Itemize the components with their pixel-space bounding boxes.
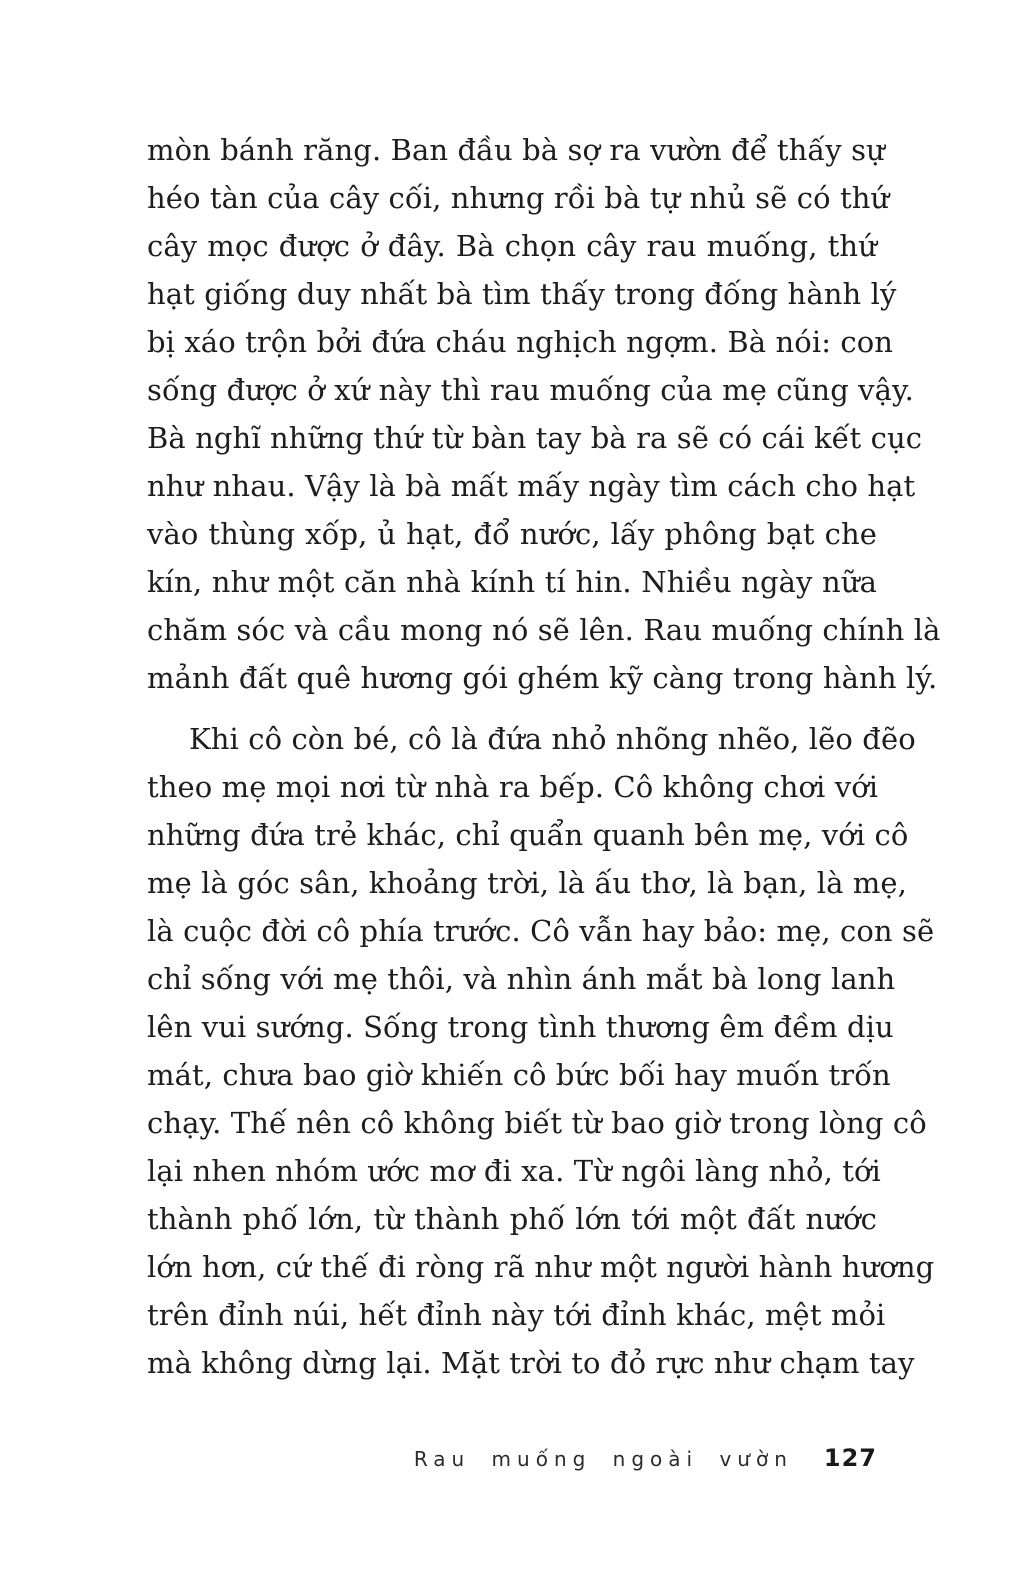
text-line: mảnh đất quê hương gói ghém kỹ càng trong hành lý. (147, 661, 938, 695)
page-footer (147, 1444, 877, 1472)
text-line: Bà nghĩ những thứ từ bàn tay bà ra sẽ có cái kết cục (147, 421, 923, 455)
text-line: như nhau. Vậy là bà mất mấy ngày tìm cách cho hạt (147, 469, 916, 503)
text-line: héo tàn của cây cối, nhưng rồi bà tự nhủ sẽ có thứ (147, 181, 890, 215)
text-line: cây mọc được ở đây. Bà chọn cây rau muống, thứ (147, 229, 877, 263)
text-line: mà không dừng lại. Mặt trời to đỏ rực như chạm tay (147, 1346, 915, 1380)
text-line: bị xáo trộn bởi đứa cháu nghịch ngợm. Bà nói: con (147, 325, 894, 359)
text-line: lên vui sướng. Sống trong tình thương êm đềm dịu (147, 1010, 894, 1044)
text-line: chăm sóc và cầu mong nó sẽ lên. Rau muống chính là (147, 613, 941, 647)
text-line: mát, chưa bao giờ khiến cô bức bối hay muốn trốn (147, 1058, 891, 1092)
text-line: lại nhen nhóm ước mơ đi xa. Từ ngôi làng nhỏ, tới (147, 1154, 881, 1188)
running-title: Rau muống ngoài vườn (413, 1447, 793, 1471)
text-line: mòn bánh răng. Ban đầu bà sợ ra vườn để thấy sự (147, 133, 885, 167)
text-line: những đứa trẻ khác, chỉ quẩn quanh bên mẹ, với cô (147, 818, 909, 852)
text-line: sống được ở xứ này thì rau muống của mẹ cũng vậy. (147, 373, 914, 407)
paragraph (147, 715, 935, 1387)
text-line: là cuộc đời cô phía trước. Cô vẫn hay bảo: mẹ, con sẽ (147, 914, 935, 948)
text-line: chỉ sống với mẹ thôi, và nhìn ánh mắt bà long lanh (147, 962, 896, 996)
text-line: Khi cô còn bé, cô là đứa nhỏ nhõng nhẽo, lẽo đẽo (189, 722, 916, 756)
paragraph (147, 126, 941, 702)
text-line: chạy. Thế nên cô không biết từ bao giờ trong lòng cô (147, 1106, 927, 1140)
text-line: vào thùng xốp, ủ hạt, đổ nước, lấy phông bạt che (147, 517, 877, 551)
text-line: theo mẹ mọi nơi từ nhà ra bếp. Cô không chơi với (147, 770, 879, 804)
text-block (147, 126, 941, 1387)
text-line: trên đỉnh núi, hết đỉnh này tới đỉnh khác, mệt mỏi (147, 1298, 886, 1332)
text-line: hạt giống duy nhất bà tìm thấy trong đống hành lý (147, 277, 897, 311)
text-line: mẹ là góc sân, khoảng trời, là ấu thơ, là bạn, là mẹ, (147, 866, 907, 900)
page-number: 127 (823, 1444, 877, 1472)
text-line: thành phố lớn, từ thành phố lớn tới một đất nước (147, 1202, 877, 1236)
text-line: kín, như một căn nhà kính tí hin. Nhiều ngày nữa (147, 565, 877, 599)
text-line: lớn hơn, cứ thế đi ròng rã như một người hành hương (147, 1250, 935, 1284)
